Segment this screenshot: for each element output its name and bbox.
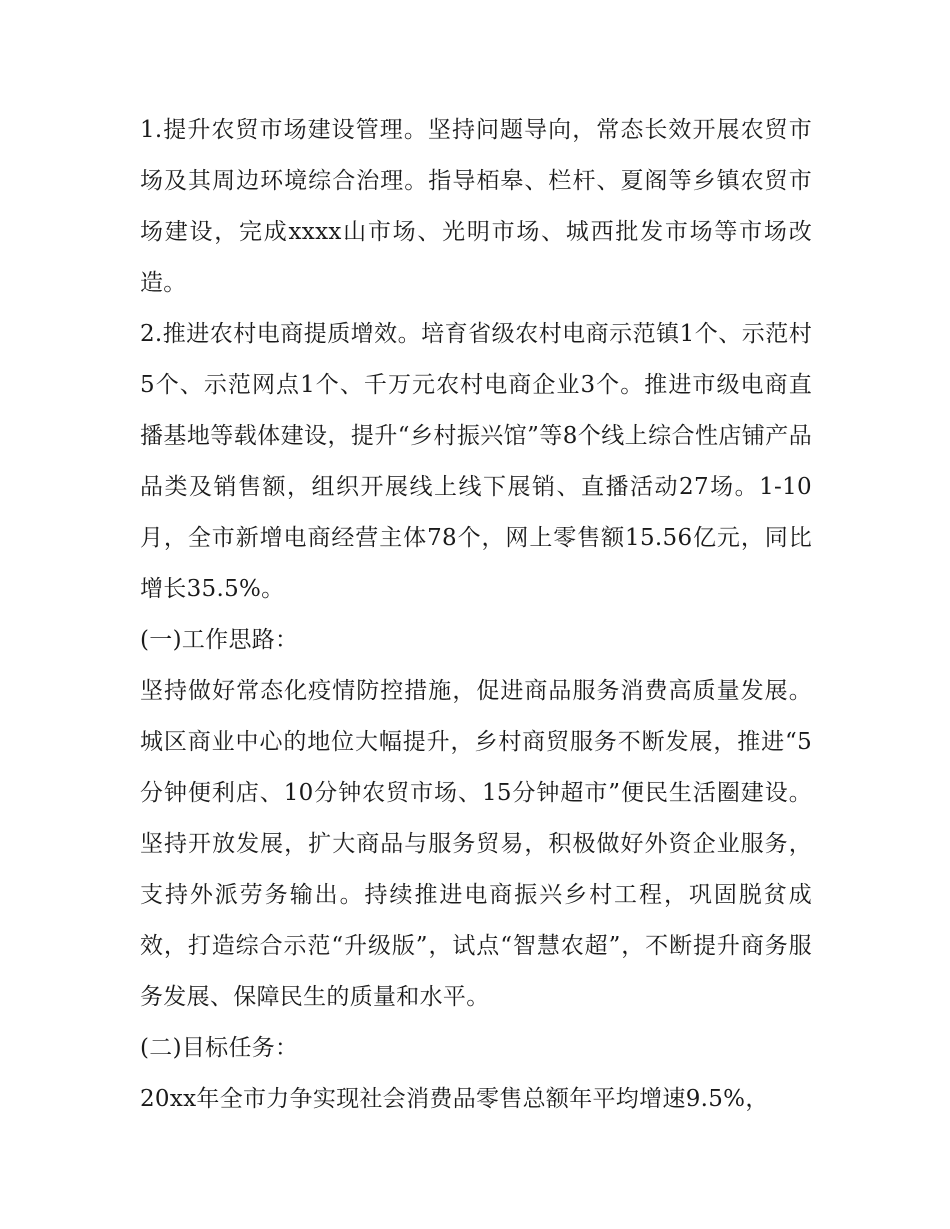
paragraph-ecommerce: 2.推进农村电商提质增效。培育省级农村电商示范镇1个、示范村5个、示范网点1个、千万元农村电商企业3个。推进市级电商直播基地等载体建设，提升“乡村振兴馆”等8个线上综合性店铺产品品类及销售额，组织开展线上线下展销、直播活动27场。1-10月，全市新增电商经营主体78个，网上零售额15.56亿元，同比增长35.5%。 xyxy=(140,321,812,602)
paragraph-farm-market: 1.提升农贸市场建设管理。坚持问题导向，常态长效开展农贸市场及其周边环境综合治理。指导栢皋、栏杆、夏阁等乡镇农贸市场建设，完成xxxx山市场、光明市场、城西批发市场等市场改造。 xyxy=(140,117,812,296)
paragraph-targets: 20xx年全市力争实现社会消费品零售总额年平均增速9.5%， xyxy=(140,1086,769,1112)
section-heading-work-ideas: (一)工作思路： xyxy=(140,627,299,653)
section-heading-targets: (二)目标任务： xyxy=(140,1035,299,1061)
paragraph-work-ideas: 坚持做好常态化疫情防控措施，促进商品服务消费高质量发展。城区商业中心的地位大幅提升，乡村商贸服务不断发展，推进“5分钟便利店、10分钟农贸市场、15分钟超市”便民生活圈建设。坚持开放发展，扩大商品与服务贸易，积极做好外资企业服务，支持外派劳务输出。持续推进电商振兴乡村工程，巩固脱贫成效，打造综合示范“升级版”，试点“智慧农超”，不断提升商务服务发展、保障民生的质量和水平。 xyxy=(140,678,812,1010)
document-body xyxy=(140,105,812,1125)
